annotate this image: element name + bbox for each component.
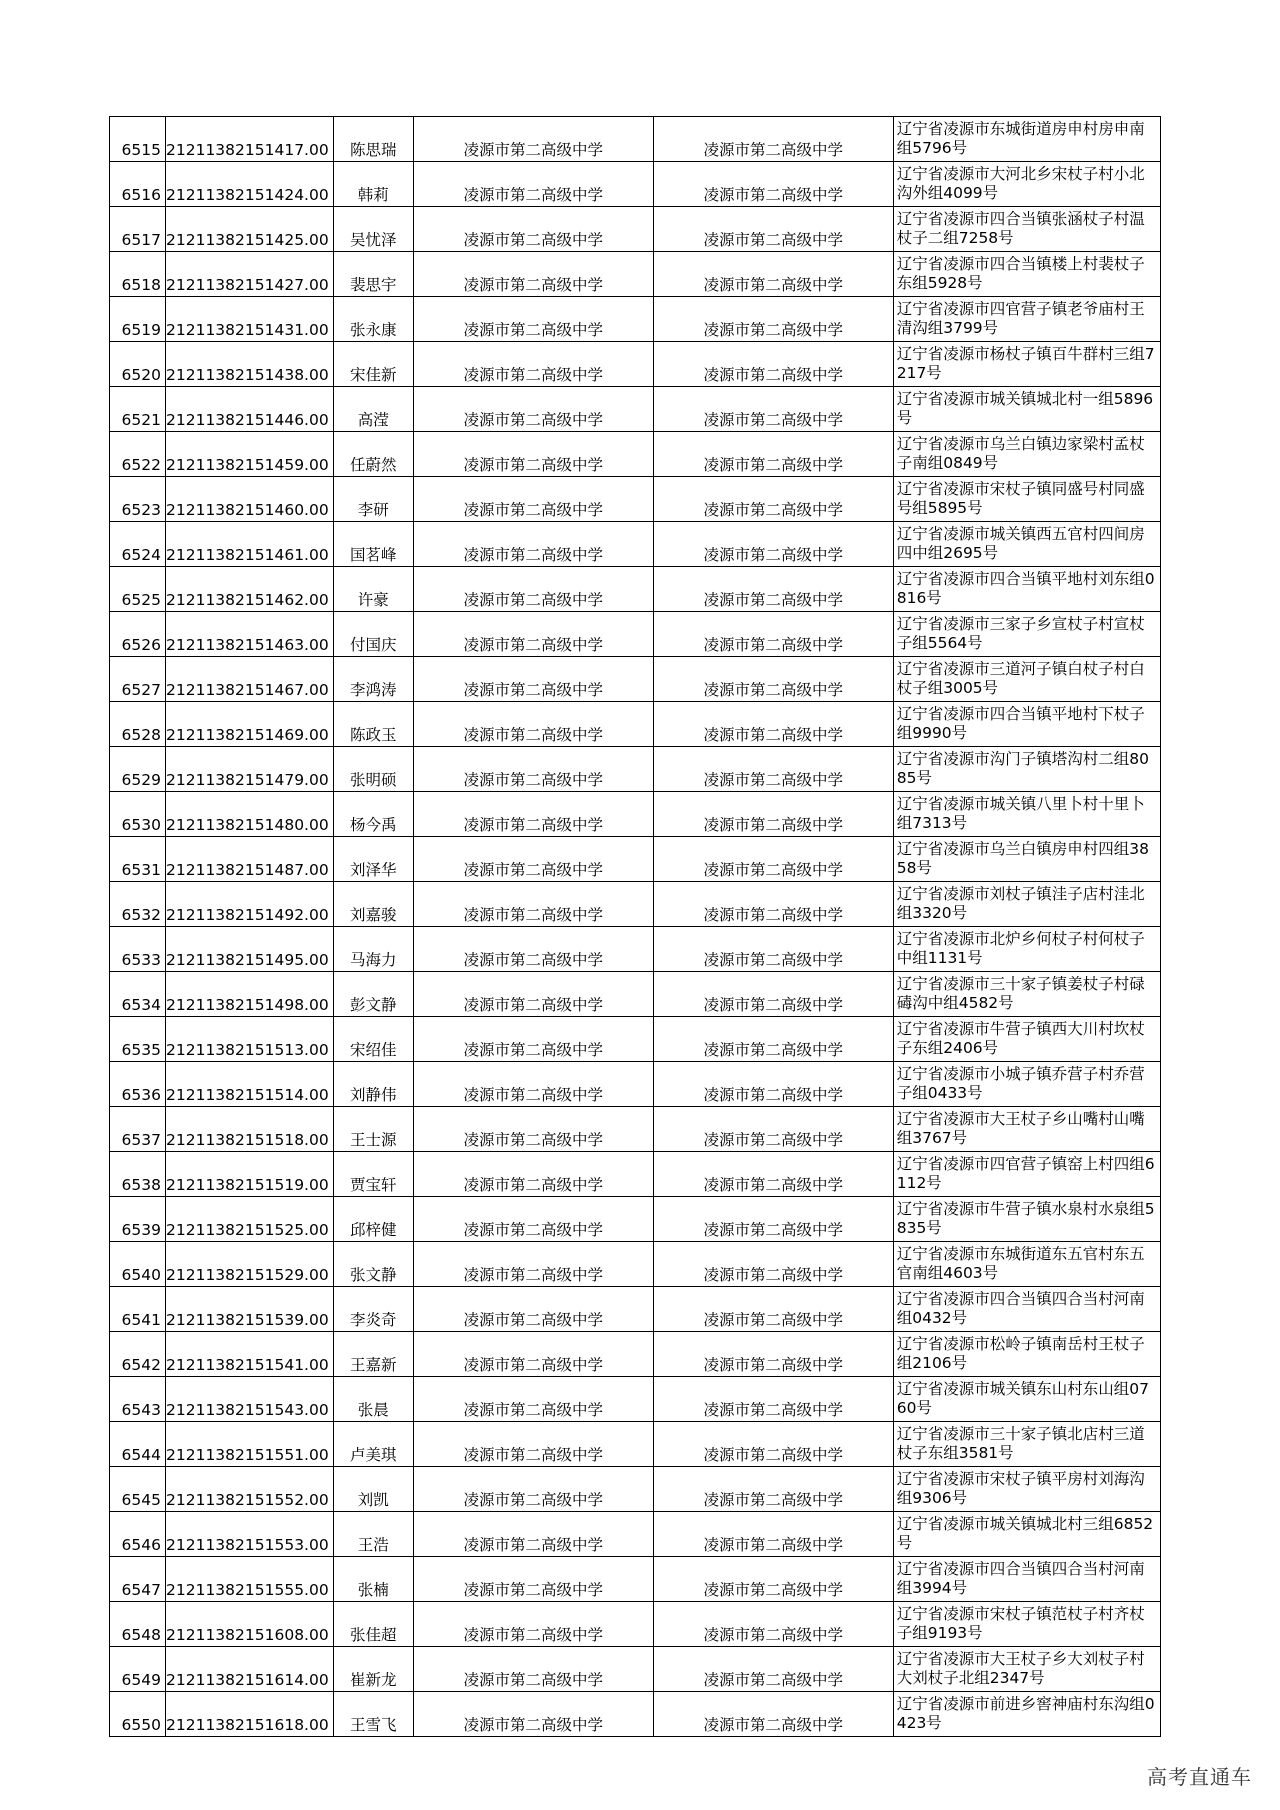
- address-cell: 辽宁省凌源市城关镇东山村东山组0760号: [893, 1377, 1160, 1422]
- school-cell: 凌源市第二高级中学: [413, 1602, 653, 1647]
- address-cell: 辽宁省凌源市城关镇八里卜村十里卜组7313号: [893, 792, 1160, 837]
- row-index-cell: 6522: [110, 432, 166, 477]
- admitted-school-cell: 凌源市第二高级中学: [653, 1062, 893, 1107]
- address-cell: 辽宁省凌源市四合当镇四合当村河南组0432号: [893, 1287, 1160, 1332]
- admitted-school-cell: 凌源市第二高级中学: [653, 702, 893, 747]
- address-cell: 辽宁省凌源市城关镇城北村一组5896号: [893, 387, 1160, 432]
- address-cell: 辽宁省凌源市四合当镇四合当村河南组3994号: [893, 1557, 1160, 1602]
- school-cell: 凌源市第二高级中学: [413, 567, 653, 612]
- student-name-cell: 杨今禹: [333, 792, 413, 837]
- table-row: [110, 1242, 1161, 1287]
- address-cell: 辽宁省凌源市四合当镇楼上村裴杖子东组5928号: [893, 252, 1160, 297]
- exam-number-cell: 21211382151459.00: [166, 432, 334, 477]
- address-cell: 辽宁省凌源市大河北乡宋杖子村小北沟外组4099号: [893, 162, 1160, 207]
- address-cell: 辽宁省凌源市前进乡窖神庙村东沟组0423号: [893, 1692, 1160, 1737]
- address-cell: 辽宁省凌源市四官营子镇窑上村四组6112号: [893, 1152, 1160, 1197]
- admitted-school-cell: 凌源市第二高级中学: [653, 1557, 893, 1602]
- admitted-school-cell: 凌源市第二高级中学: [653, 1152, 893, 1197]
- student-name-cell: 许豪: [333, 567, 413, 612]
- admitted-school-cell: 凌源市第二高级中学: [653, 1377, 893, 1422]
- row-index-cell: 6550: [110, 1692, 166, 1737]
- row-index-cell: 6547: [110, 1557, 166, 1602]
- admitted-school-cell: 凌源市第二高级中学: [653, 612, 893, 657]
- address-cell: 辽宁省凌源市乌兰白镇边家梁村孟杖子南组0849号: [893, 432, 1160, 477]
- exam-number-cell: 21211382151552.00: [166, 1467, 334, 1512]
- admitted-school-cell: 凌源市第二高级中学: [653, 1512, 893, 1557]
- row-index-cell: 6548: [110, 1602, 166, 1647]
- table-row: [110, 927, 1161, 972]
- row-index-cell: 6518: [110, 252, 166, 297]
- student-name-cell: 宋绍佳: [333, 1017, 413, 1062]
- school-cell: 凌源市第二高级中学: [413, 1647, 653, 1692]
- exam-number-cell: 21211382151539.00: [166, 1287, 334, 1332]
- exam-number-cell: 21211382151425.00: [166, 207, 334, 252]
- row-index-cell: 6519: [110, 297, 166, 342]
- row-index-cell: 6532: [110, 882, 166, 927]
- address-cell: 辽宁省凌源市乌兰白镇房申村四组3858号: [893, 837, 1160, 882]
- row-index-cell: 6525: [110, 567, 166, 612]
- admitted-school-cell: 凌源市第二高级中学: [653, 1422, 893, 1467]
- admitted-school-cell: 凌源市第二高级中学: [653, 252, 893, 297]
- student-name-cell: 王雪飞: [333, 1692, 413, 1737]
- table-row: [110, 297, 1161, 342]
- student-name-cell: 任蔚然: [333, 432, 413, 477]
- admitted-school-cell: 凌源市第二高级中学: [653, 837, 893, 882]
- exam-number-cell: 21211382151529.00: [166, 1242, 334, 1287]
- table-row: [110, 1332, 1161, 1377]
- school-cell: 凌源市第二高级中学: [413, 1422, 653, 1467]
- school-cell: 凌源市第二高级中学: [413, 882, 653, 927]
- row-index-cell: 6538: [110, 1152, 166, 1197]
- student-name-cell: 裴思宇: [333, 252, 413, 297]
- student-name-cell: 张楠: [333, 1557, 413, 1602]
- address-cell: 辽宁省凌源市东城街道东五官村东五官南组4603号: [893, 1242, 1160, 1287]
- address-cell: 辽宁省凌源市宋杖子镇范杖子村齐杖子组9193号: [893, 1602, 1160, 1647]
- student-name-cell: 陈政玉: [333, 702, 413, 747]
- school-cell: 凌源市第二高级中学: [413, 972, 653, 1017]
- table-row: [110, 567, 1161, 612]
- table-row: [110, 207, 1161, 252]
- student-name-cell: 刘嘉骏: [333, 882, 413, 927]
- school-cell: 凌源市第二高级中学: [413, 927, 653, 972]
- admitted-school-cell: 凌源市第二高级中学: [653, 297, 893, 342]
- exam-number-cell: 21211382151551.00: [166, 1422, 334, 1467]
- admitted-school-cell: 凌源市第二高级中学: [653, 162, 893, 207]
- exam-number-cell: 21211382151438.00: [166, 342, 334, 387]
- exam-number-cell: 21211382151541.00: [166, 1332, 334, 1377]
- admitted-school-cell: 凌源市第二高级中学: [653, 567, 893, 612]
- student-name-cell: 卢美琪: [333, 1422, 413, 1467]
- school-cell: 凌源市第二高级中学: [413, 1197, 653, 1242]
- exam-number-cell: 21211382151518.00: [166, 1107, 334, 1152]
- table-row: [110, 1422, 1161, 1467]
- admitted-school-cell: 凌源市第二高级中学: [653, 432, 893, 477]
- table-row: [110, 702, 1161, 747]
- exam-number-cell: 21211382151492.00: [166, 882, 334, 927]
- row-index-cell: 6517: [110, 207, 166, 252]
- address-cell: 辽宁省凌源市大王杖子乡山嘴村山嘴组3767号: [893, 1107, 1160, 1152]
- school-cell: 凌源市第二高级中学: [413, 162, 653, 207]
- student-name-cell: 李炎奇: [333, 1287, 413, 1332]
- student-table: [109, 116, 1161, 1737]
- exam-number-cell: 21211382151460.00: [166, 477, 334, 522]
- address-cell: 辽宁省凌源市沟门子镇塔沟村二组8085号: [893, 747, 1160, 792]
- table-row: [110, 1287, 1161, 1332]
- school-cell: 凌源市第二高级中学: [413, 207, 653, 252]
- admitted-school-cell: 凌源市第二高级中学: [653, 1647, 893, 1692]
- student-name-cell: 张文静: [333, 1242, 413, 1287]
- school-cell: 凌源市第二高级中学: [413, 1557, 653, 1602]
- student-name-cell: 张佳超: [333, 1602, 413, 1647]
- table-row: [110, 1197, 1161, 1242]
- row-index-cell: 6545: [110, 1467, 166, 1512]
- exam-number-cell: 21211382151462.00: [166, 567, 334, 612]
- table-row: [110, 1467, 1161, 1512]
- address-cell: 辽宁省凌源市东城街道房申村房申南组5796号: [893, 117, 1160, 162]
- row-index-cell: 6528: [110, 702, 166, 747]
- address-cell: 辽宁省凌源市宋杖子镇同盛号村同盛号组5895号: [893, 477, 1160, 522]
- student-name-cell: 韩莉: [333, 162, 413, 207]
- student-name-cell: 张晨: [333, 1377, 413, 1422]
- school-cell: 凌源市第二高级中学: [413, 1692, 653, 1737]
- exam-number-cell: 21211382151519.00: [166, 1152, 334, 1197]
- student-name-cell: 王浩: [333, 1512, 413, 1557]
- exam-number-cell: 21211382151463.00: [166, 612, 334, 657]
- exam-number-cell: 21211382151469.00: [166, 702, 334, 747]
- school-cell: 凌源市第二高级中学: [413, 1377, 653, 1422]
- exam-number-cell: 21211382151487.00: [166, 837, 334, 882]
- admitted-school-cell: 凌源市第二高级中学: [653, 1287, 893, 1332]
- table-row: [110, 1602, 1161, 1647]
- school-cell: 凌源市第二高级中学: [413, 432, 653, 477]
- address-cell: 辽宁省凌源市四官营子镇老爷庙村王清沟组3799号: [893, 297, 1160, 342]
- admitted-school-cell: 凌源市第二高级中学: [653, 477, 893, 522]
- address-cell: 辽宁省凌源市牛营子镇西大川村坎杖子东组2406号: [893, 1017, 1160, 1062]
- row-index-cell: 6537: [110, 1107, 166, 1152]
- exam-number-cell: 21211382151553.00: [166, 1512, 334, 1557]
- student-name-cell: 刘静伟: [333, 1062, 413, 1107]
- address-cell: 辽宁省凌源市四合当镇张涵杖子村温杖子二组7258号: [893, 207, 1160, 252]
- address-cell: 辽宁省凌源市小城子镇乔营子村乔营子组0433号: [893, 1062, 1160, 1107]
- watermark-text: 高考直通车: [1147, 1765, 1252, 1789]
- table-row: [110, 342, 1161, 387]
- school-cell: 凌源市第二高级中学: [413, 702, 653, 747]
- admitted-school-cell: 凌源市第二高级中学: [653, 747, 893, 792]
- exam-number-cell: 21211382151467.00: [166, 657, 334, 702]
- table-row: [110, 1512, 1161, 1557]
- school-cell: 凌源市第二高级中学: [413, 387, 653, 432]
- table-row: [110, 837, 1161, 882]
- school-cell: 凌源市第二高级中学: [413, 792, 653, 837]
- row-index-cell: 6535: [110, 1017, 166, 1062]
- address-cell: 辽宁省凌源市四合当镇平地村下杖子组9990号: [893, 702, 1160, 747]
- row-index-cell: 6524: [110, 522, 166, 567]
- student-name-cell: 国茗峰: [333, 522, 413, 567]
- student-name-cell: 邱梓健: [333, 1197, 413, 1242]
- table-row: [110, 432, 1161, 477]
- row-index-cell: 6520: [110, 342, 166, 387]
- address-cell: 辽宁省凌源市三十家子镇姜杖子村碌碡沟中组4582号: [893, 972, 1160, 1017]
- address-cell: 辽宁省凌源市三家子乡宣杖子村宣杖子组5564号: [893, 612, 1160, 657]
- student-name-cell: 崔新龙: [333, 1647, 413, 1692]
- admitted-school-cell: 凌源市第二高级中学: [653, 1242, 893, 1287]
- admitted-school-cell: 凌源市第二高级中学: [653, 1332, 893, 1377]
- exam-number-cell: 21211382151461.00: [166, 522, 334, 567]
- address-cell: 辽宁省凌源市杨杖子镇百牛群村三组7217号: [893, 342, 1160, 387]
- exam-number-cell: 21211382151427.00: [166, 252, 334, 297]
- table-row: [110, 387, 1161, 432]
- row-index-cell: 6541: [110, 1287, 166, 1332]
- student-name-cell: 陈思瑞: [333, 117, 413, 162]
- table-row: [110, 612, 1161, 657]
- table-row: [110, 1692, 1161, 1737]
- school-cell: 凌源市第二高级中学: [413, 342, 653, 387]
- address-cell: 辽宁省凌源市宋杖子镇平房村刘海沟组9306号: [893, 1467, 1160, 1512]
- admitted-school-cell: 凌源市第二高级中学: [653, 882, 893, 927]
- school-cell: 凌源市第二高级中学: [413, 1287, 653, 1332]
- address-cell: 辽宁省凌源市三十家子镇北店村三道杖子东组3581号: [893, 1422, 1160, 1467]
- exam-number-cell: 21211382151618.00: [166, 1692, 334, 1737]
- student-name-cell: 张明硕: [333, 747, 413, 792]
- table-row: [110, 882, 1161, 927]
- admitted-school-cell: 凌源市第二高级中学: [653, 1692, 893, 1737]
- table-row: [110, 1152, 1161, 1197]
- admitted-school-cell: 凌源市第二高级中学: [653, 1602, 893, 1647]
- student-name-cell: 李鸿涛: [333, 657, 413, 702]
- exam-number-cell: 21211382151480.00: [166, 792, 334, 837]
- row-index-cell: 6515: [110, 117, 166, 162]
- row-index-cell: 6530: [110, 792, 166, 837]
- address-cell: 辽宁省凌源市城关镇城北村三组6852号: [893, 1512, 1160, 1557]
- address-cell: 辽宁省凌源市北炉乡何杖子村何杖子中组1131号: [893, 927, 1160, 972]
- admitted-school-cell: 凌源市第二高级中学: [653, 117, 893, 162]
- table-row: [110, 657, 1161, 702]
- table-row: [110, 522, 1161, 567]
- address-cell: 辽宁省凌源市三道河子镇白杖子村白杖子组3005号: [893, 657, 1160, 702]
- admitted-school-cell: 凌源市第二高级中学: [653, 792, 893, 837]
- exam-number-cell: 21211382151525.00: [166, 1197, 334, 1242]
- exam-number-cell: 21211382151513.00: [166, 1017, 334, 1062]
- school-cell: 凌源市第二高级中学: [413, 1467, 653, 1512]
- student-name-cell: 宋佳新: [333, 342, 413, 387]
- exam-number-cell: 21211382151417.00: [166, 117, 334, 162]
- row-index-cell: 6521: [110, 387, 166, 432]
- student-name-cell: 张永康: [333, 297, 413, 342]
- admitted-school-cell: 凌源市第二高级中学: [653, 1197, 893, 1242]
- table-row: [110, 1017, 1161, 1062]
- exam-number-cell: 21211382151614.00: [166, 1647, 334, 1692]
- table-body: [110, 117, 1161, 1737]
- table-row: [110, 747, 1161, 792]
- student-name-cell: 高滢: [333, 387, 413, 432]
- row-index-cell: 6533: [110, 927, 166, 972]
- table-row: [110, 1062, 1161, 1107]
- school-cell: 凌源市第二高级中学: [413, 477, 653, 522]
- address-cell: 辽宁省凌源市四合当镇平地村刘东组0816号: [893, 567, 1160, 612]
- student-name-cell: 王嘉新: [333, 1332, 413, 1377]
- school-cell: 凌源市第二高级中学: [413, 837, 653, 882]
- row-index-cell: 6527: [110, 657, 166, 702]
- exam-number-cell: 21211382151446.00: [166, 387, 334, 432]
- student-name-cell: 彭文静: [333, 972, 413, 1017]
- school-cell: 凌源市第二高级中学: [413, 297, 653, 342]
- school-cell: 凌源市第二高级中学: [413, 1332, 653, 1377]
- row-index-cell: 6526: [110, 612, 166, 657]
- table-row: [110, 162, 1161, 207]
- table-row: [110, 252, 1161, 297]
- school-cell: 凌源市第二高级中学: [413, 1017, 653, 1062]
- table-row: [110, 117, 1161, 162]
- table-row: [110, 1647, 1161, 1692]
- school-cell: 凌源市第二高级中学: [413, 1107, 653, 1152]
- row-index-cell: 6549: [110, 1647, 166, 1692]
- exam-number-cell: 21211382151543.00: [166, 1377, 334, 1422]
- student-name-cell: 李研: [333, 477, 413, 522]
- exam-number-cell: 21211382151479.00: [166, 747, 334, 792]
- school-cell: 凌源市第二高级中学: [413, 1512, 653, 1557]
- row-index-cell: 6536: [110, 1062, 166, 1107]
- admitted-school-cell: 凌源市第二高级中学: [653, 927, 893, 972]
- table-row: [110, 1557, 1161, 1602]
- school-cell: 凌源市第二高级中学: [413, 1242, 653, 1287]
- school-cell: 凌源市第二高级中学: [413, 612, 653, 657]
- school-cell: 凌源市第二高级中学: [413, 522, 653, 567]
- exam-number-cell: 21211382151555.00: [166, 1557, 334, 1602]
- row-index-cell: 6523: [110, 477, 166, 522]
- school-cell: 凌源市第二高级中学: [413, 1152, 653, 1197]
- admitted-school-cell: 凌源市第二高级中学: [653, 342, 893, 387]
- row-index-cell: 6529: [110, 747, 166, 792]
- admitted-school-cell: 凌源市第二高级中学: [653, 207, 893, 252]
- row-index-cell: 6516: [110, 162, 166, 207]
- admitted-school-cell: 凌源市第二高级中学: [653, 522, 893, 567]
- student-name-cell: 刘泽华: [333, 837, 413, 882]
- address-cell: 辽宁省凌源市大王杖子乡大刘杖子村大刘杖子北组2347号: [893, 1647, 1160, 1692]
- exam-number-cell: 21211382151514.00: [166, 1062, 334, 1107]
- row-index-cell: 6534: [110, 972, 166, 1017]
- student-name-cell: 刘凯: [333, 1467, 413, 1512]
- row-index-cell: 6539: [110, 1197, 166, 1242]
- exam-number-cell: 21211382151424.00: [166, 162, 334, 207]
- row-index-cell: 6546: [110, 1512, 166, 1557]
- admitted-school-cell: 凌源市第二高级中学: [653, 657, 893, 702]
- table-row: [110, 477, 1161, 522]
- school-cell: 凌源市第二高级中学: [413, 747, 653, 792]
- school-cell: 凌源市第二高级中学: [413, 1062, 653, 1107]
- student-name-cell: 马海力: [333, 927, 413, 972]
- table-row: [110, 792, 1161, 837]
- school-cell: 凌源市第二高级中学: [413, 252, 653, 297]
- address-cell: 辽宁省凌源市刘杖子镇洼子店村洼北组3320号: [893, 882, 1160, 927]
- row-index-cell: 6542: [110, 1332, 166, 1377]
- exam-number-cell: 21211382151495.00: [166, 927, 334, 972]
- table-row: [110, 1377, 1161, 1422]
- school-cell: 凌源市第二高级中学: [413, 657, 653, 702]
- admitted-school-cell: 凌源市第二高级中学: [653, 1467, 893, 1512]
- row-index-cell: 6543: [110, 1377, 166, 1422]
- row-index-cell: 6531: [110, 837, 166, 882]
- admitted-school-cell: 凌源市第二高级中学: [653, 1017, 893, 1062]
- row-index-cell: 6540: [110, 1242, 166, 1287]
- school-cell: 凌源市第二高级中学: [413, 117, 653, 162]
- student-name-cell: 吴忧泽: [333, 207, 413, 252]
- table-row: [110, 972, 1161, 1017]
- exam-number-cell: 21211382151431.00: [166, 297, 334, 342]
- row-index-cell: 6544: [110, 1422, 166, 1467]
- exam-number-cell: 21211382151608.00: [166, 1602, 334, 1647]
- admitted-school-cell: 凌源市第二高级中学: [653, 387, 893, 432]
- address-cell: 辽宁省凌源市城关镇西五官村四间房四中组2695号: [893, 522, 1160, 567]
- admitted-school-cell: 凌源市第二高级中学: [653, 1107, 893, 1152]
- student-name-cell: 王士源: [333, 1107, 413, 1152]
- address-cell: 辽宁省凌源市松岭子镇南岳村王杖子组2106号: [893, 1332, 1160, 1377]
- admitted-school-cell: 凌源市第二高级中学: [653, 972, 893, 1017]
- student-name-cell: 贾宝轩: [333, 1152, 413, 1197]
- address-cell: 辽宁省凌源市牛营子镇水泉村水泉组5835号: [893, 1197, 1160, 1242]
- table-row: [110, 1107, 1161, 1152]
- exam-number-cell: 21211382151498.00: [166, 972, 334, 1017]
- student-name-cell: 付国庆: [333, 612, 413, 657]
